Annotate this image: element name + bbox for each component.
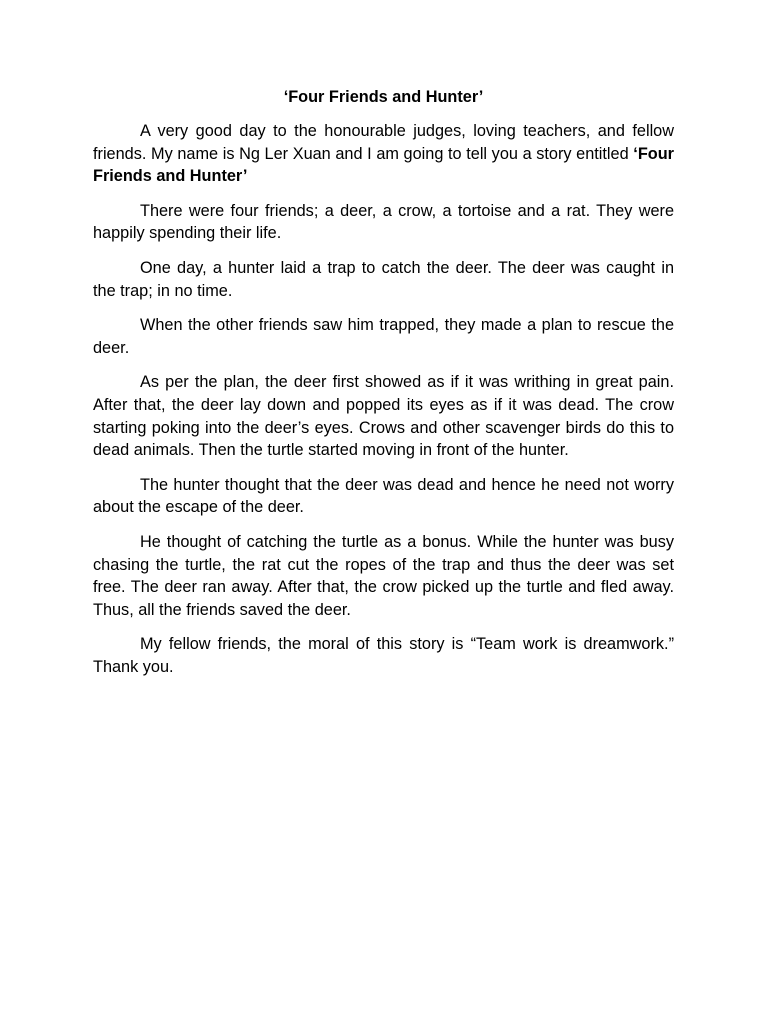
intro-story-title: ‘Four Friends and Hunter’	[93, 144, 674, 186]
story-paragraph-2: One day, a hunter laid a trap to catch the deer. The deer was caught in the trap; in no time.	[93, 258, 674, 300]
document-title: ‘Four Friends and Hunter’	[283, 88, 484, 106]
story-paragraph-1: There were four friends; a deer, a crow, a tortoise and a rat. They were happily spending their life.	[93, 201, 674, 243]
closing-paragraph: My fellow friends, the moral of this story is “Team work is dreamwork.” Thank you.	[93, 635, 674, 677]
story-paragraph-6: He thought of catching the turtle as a bonus. While the hunter was busy chasing the turtle, the rat cut the ropes of the trap and thus the deer was set free. The deer ran away. After that, the crow picked up the turtle and fled away. Thus, all the friends saved the deer.	[93, 532, 674, 620]
intro-paragraph	[93, 120, 674, 188]
story-paragraph-5: The hunter thought that the deer was dead and hence he need not worry about the escape of the deer.	[93, 475, 674, 517]
document-body	[93, 86, 674, 691]
story-paragraph-4: As per the plan, the deer first showed as if it was writhing in great pain. After that, the deer lay down and popped its eyes as if it was dead. The crow starting poking into the deer’s eyes. Crows and other scavenger birds do this to dead animals. Then the turtle started moving in front of the hunter.	[93, 372, 674, 460]
intro-text: A very good day to the honourable judges, loving teachers, and fellow friends. My name is Ng Ler Xuan and I am going to tell you a story entitled	[93, 121, 674, 163]
story-paragraph-3: When the other friends saw him trapped, they made a plan to rescue the deer.	[93, 315, 674, 357]
